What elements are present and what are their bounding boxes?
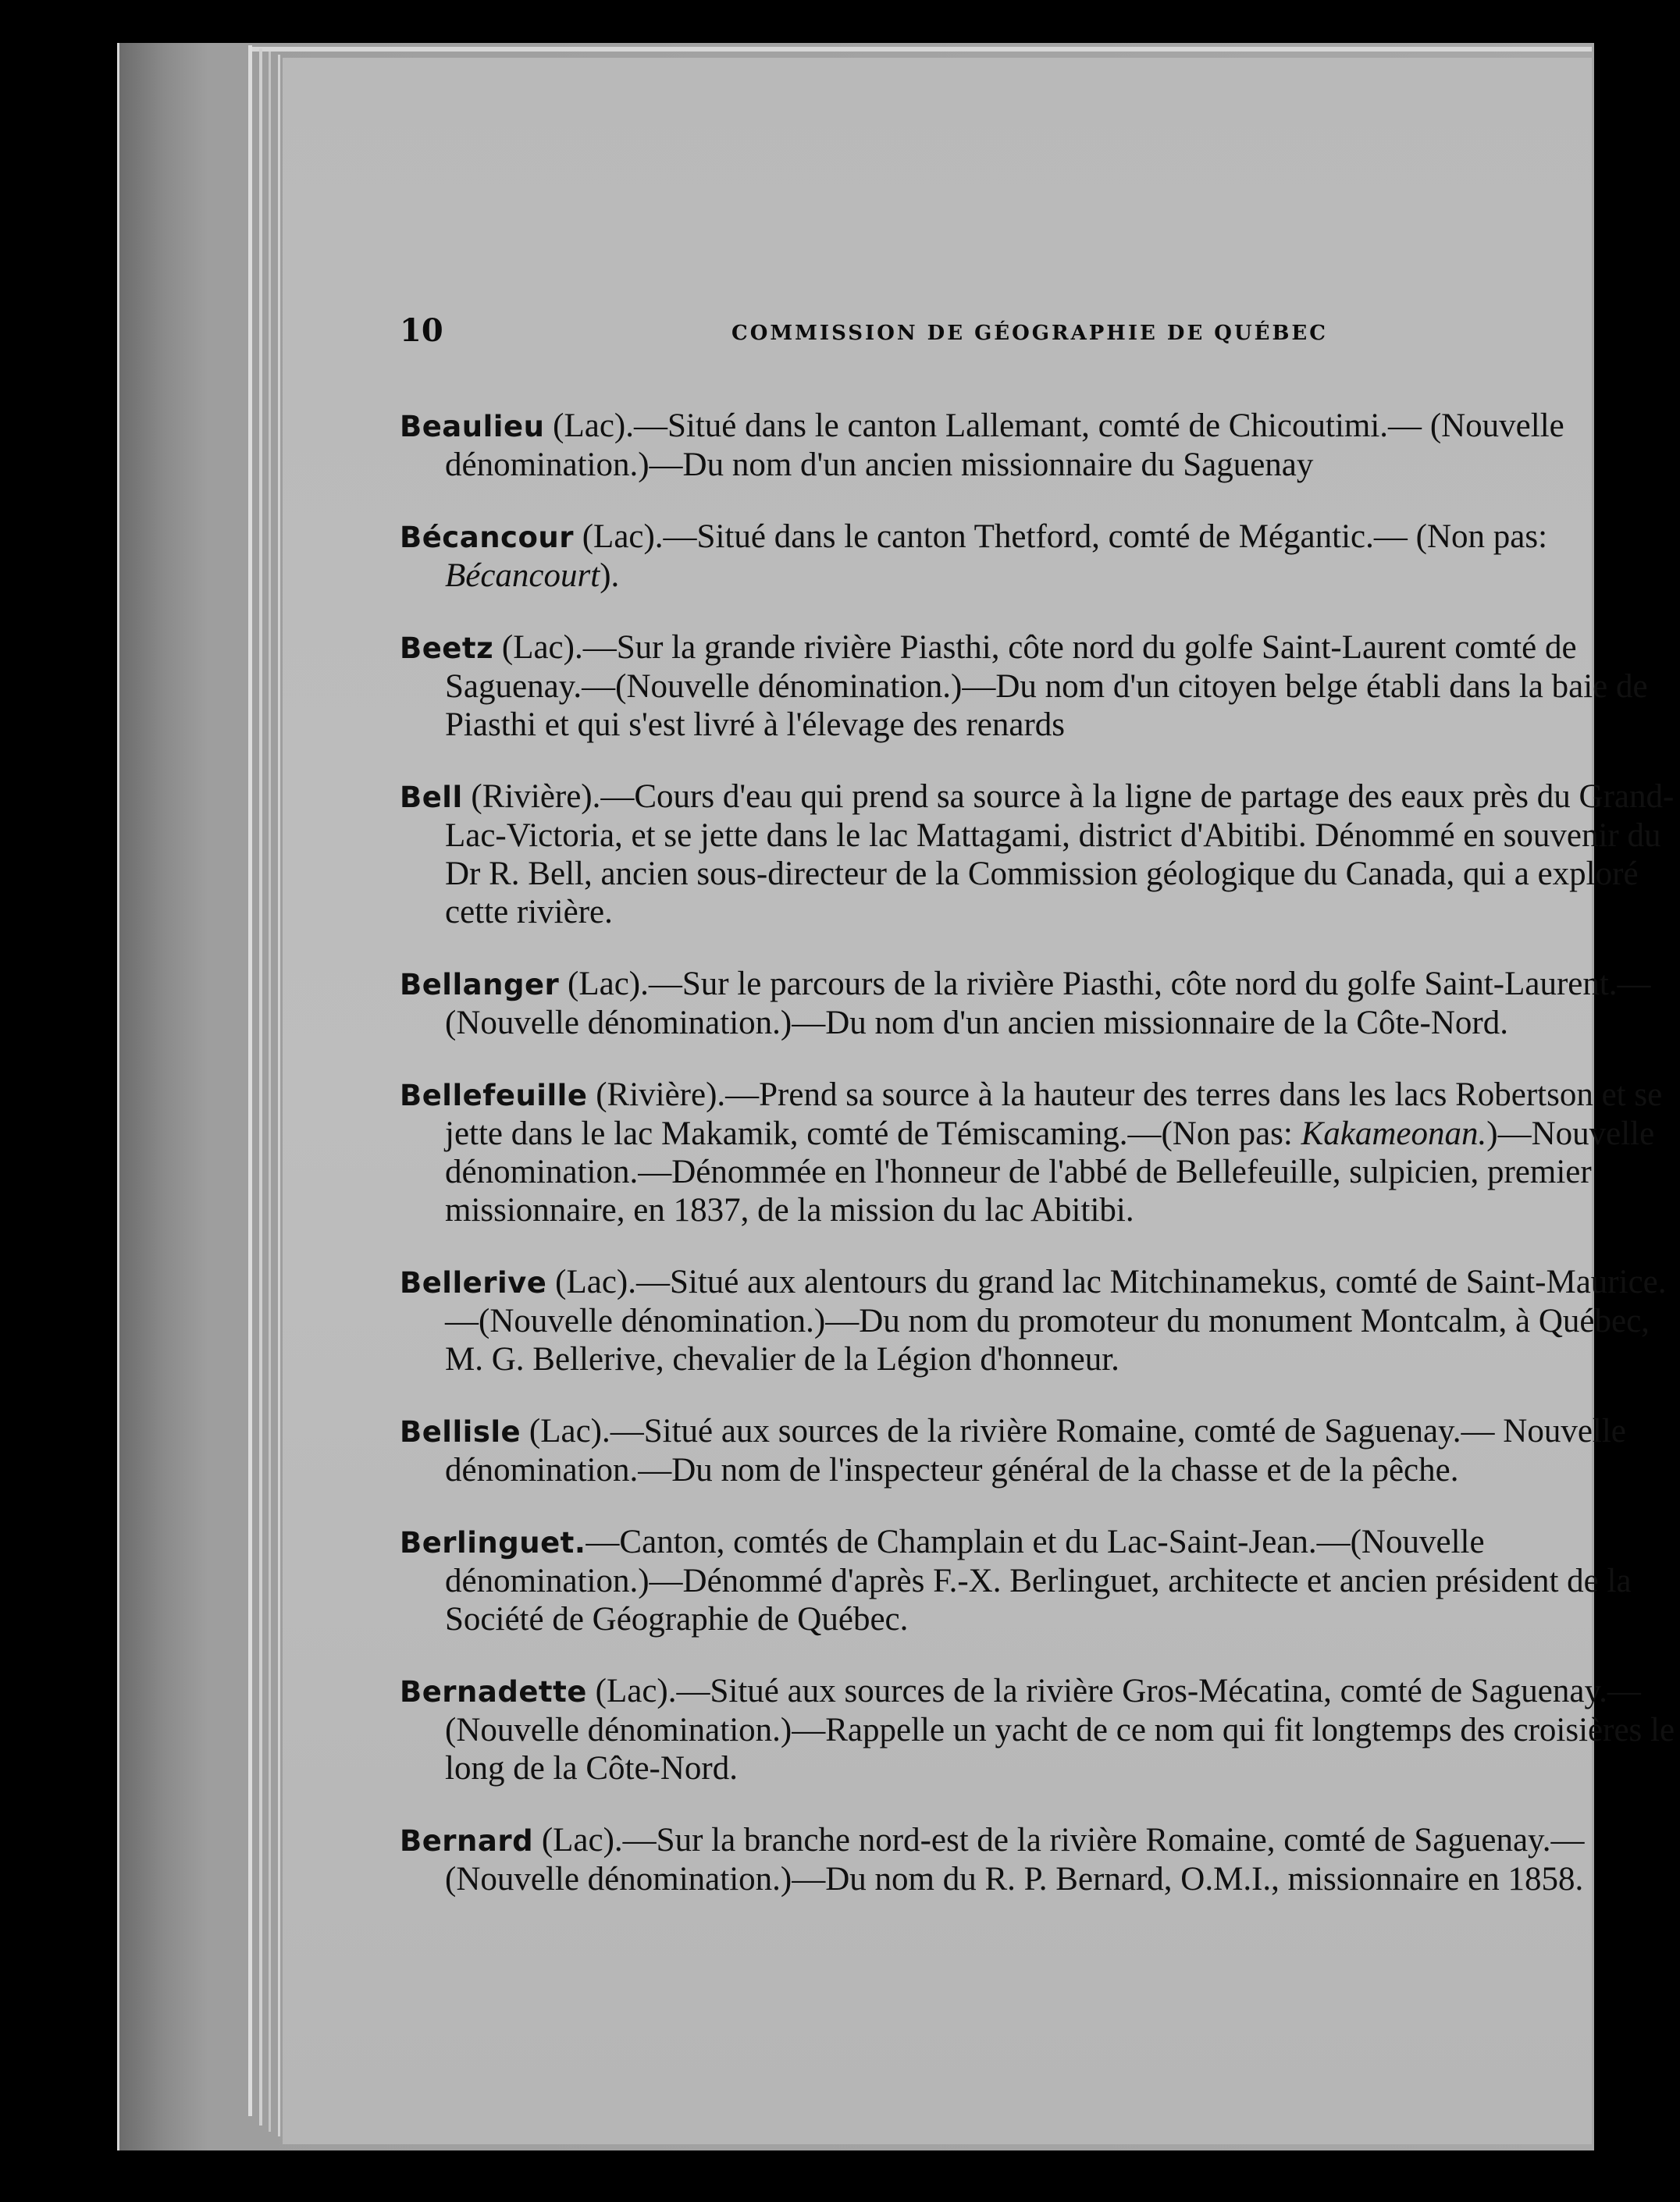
entry-headword: Bellanger xyxy=(400,968,560,1001)
entry-text: dénomination.)—Dénommé d'après F.-X. Berlinguet, architecte et ancien xyxy=(445,1563,1428,1599)
entry-headword: Bellisle xyxy=(400,1415,521,1449)
entry-headword: Beaulieu xyxy=(400,410,545,443)
entry-text: —Canton, comtés de Champlain et du Lac-Saint-Jean.—(Nouvelle xyxy=(586,1524,1485,1560)
entry-text: de l'abbé de Bellefeuille, sulpicien, premier missionnaire, en 1837, de la xyxy=(445,1154,1592,1229)
entry-bellisle xyxy=(400,1412,1680,1489)
entry-bellefeuille xyxy=(400,1076,1680,1229)
page-edge xyxy=(259,48,262,2126)
entry-bellerive xyxy=(400,1263,1680,1378)
entry-text: mission du lac Abitibi. xyxy=(830,1192,1134,1229)
entry-text: Saguenay.—(Nouvelle dénomination.)—Rappelle un yacht de ce nom qui xyxy=(445,1673,1641,1748)
entry-bellanger xyxy=(400,965,1680,1042)
entry-text: )—Nouvelle dénomination.—Dénommée en l'honneur xyxy=(445,1115,1655,1190)
entry-text: Nouvelle dénomination.—Du nom de l'inspecteur général de la chasse et xyxy=(445,1413,1626,1489)
entry-headword: Beetz xyxy=(400,631,494,665)
entry-text: d'honneur. xyxy=(980,1341,1119,1378)
page-top-edge xyxy=(250,47,1592,52)
gazetteer-entries xyxy=(400,373,1680,1909)
entry-headword: Bell xyxy=(400,781,463,814)
entry-text: (Lac).—Situé aux sources de la rivière Gros-Mécatina, comté de xyxy=(595,1673,1463,1709)
entry-text: (Rivière).—Prend sa source à la hauteur des terres dans les lacs xyxy=(596,1076,1447,1113)
entry-bernadette xyxy=(400,1672,1680,1788)
entry-text: monument Montcalm, à Québec, M. G. Bellerive, chevalier de la Légion xyxy=(445,1303,1650,1378)
entry-text: Robertson et se jette dans le lac Makamik, comté de Témiscaming.—(Non xyxy=(445,1076,1663,1152)
entry-beaulieu xyxy=(400,407,1680,484)
entry-text: de la pêche. xyxy=(1299,1452,1459,1489)
entry-text: président de la Société de Géographie de Québec. xyxy=(445,1563,1632,1638)
entry-text: (Lac).—Situé aux sources de la rivière Romaine, comté de Saguenay.— xyxy=(529,1413,1495,1450)
entry-text: guenay.—(Nouvelle dénomination.)—Du nom du R. P. Bernard, O.M.I., xyxy=(445,1822,1585,1898)
entry-headword: Bécancour xyxy=(400,521,574,554)
entry-text: (Lac).—Situé aux alentours du grand lac Mitchinamekus, comté de xyxy=(555,1264,1458,1300)
document-page xyxy=(283,58,1675,2144)
entry-headword: Bernard xyxy=(400,1824,534,1858)
entry-text: (Non pas: xyxy=(1415,518,1548,555)
entry-text: (Rivière).—Cours d'eau qui prend sa source à la ligne de partage des eaux xyxy=(471,778,1465,815)
entry-text: près du Grand-Lac-Victoria, et se jette dans le lac Mattagami, district xyxy=(445,778,1675,854)
entry-headword: Bellerive xyxy=(400,1266,547,1300)
entry-text: (Lac).—Situé dans le canton Lallemant, comté de Chicoutimi.— xyxy=(553,407,1422,444)
entry-text: d'Abitibi. Dénommé en souvenir du Dr R. Bell, ancien sous-directeur xyxy=(445,817,1661,892)
entry-text: comté de Saguenay.—(Nouvelle dénomination.)—Du nom d'un citoyen xyxy=(445,629,1577,705)
entry-text-italic: Bécancourt xyxy=(445,557,600,594)
entry-berlinguet xyxy=(400,1523,1680,1638)
page-edge xyxy=(278,55,280,2136)
entry-text: Saint-Maurice.—(Nouvelle dénomination.)—Du nom du promoteur du xyxy=(445,1264,1667,1339)
entry-becancour xyxy=(400,518,1680,595)
entry-text: pas: xyxy=(1238,1115,1301,1152)
entry-text: ). xyxy=(600,557,620,594)
entry-text: (Lac).—Sur la branche nord-est de la rivière Romaine, comté de Sa xyxy=(541,1822,1448,1859)
entry-text: de la Commission géologique du Canada, qui a exploré cette rivière. xyxy=(445,856,1639,930)
entry-beetz xyxy=(400,628,1680,744)
entry-text: fit longtemps des croisières le long de la Côte-Nord. xyxy=(445,1712,1675,1787)
entry-text-italic: Kakameonan. xyxy=(1301,1115,1487,1152)
entry-text: (Lac).—Sur le parcours de la rivière Piasthi, côte nord du golfe xyxy=(568,966,1416,1002)
entry-headword: Bernadette xyxy=(400,1675,587,1709)
page-edge xyxy=(248,45,252,2116)
entry-text: belge établi dans la baie de Piasthi et qui s'est livré à l'élevage des renards xyxy=(445,668,1648,743)
entry-text: (Lac).—Situé dans le canton Thetford, comté de Mégantic.— xyxy=(582,518,1408,555)
page-edge xyxy=(269,52,271,2132)
entry-text: (Nouvelle dénomination.)—Du nom d'un ancien missionnaire du Saguenay xyxy=(445,407,1564,483)
entry-headword: Berlinguet. xyxy=(400,1526,586,1560)
entry-text: Saint-Laurent.—(Nouvelle dénomination.)—Du nom d'un ancien mission xyxy=(445,966,1651,1041)
entry-bernard xyxy=(400,1821,1680,1898)
entry-text: missionnaire en 1858. xyxy=(1287,1861,1584,1898)
entry-bell xyxy=(400,777,1680,931)
entry-headword: Bellefeuille xyxy=(400,1079,588,1112)
entry-text: naire de la Côte-Nord. xyxy=(1208,1005,1508,1041)
running-head-title: COMMISSION DE GÉOGRAPHIE DE QUÉBEC xyxy=(731,322,1328,345)
page-number: 10 xyxy=(400,312,443,349)
entry-text: (Lac).—Sur la grande rivière Piasthi, côte nord du golfe Saint-Laurent xyxy=(501,629,1447,666)
